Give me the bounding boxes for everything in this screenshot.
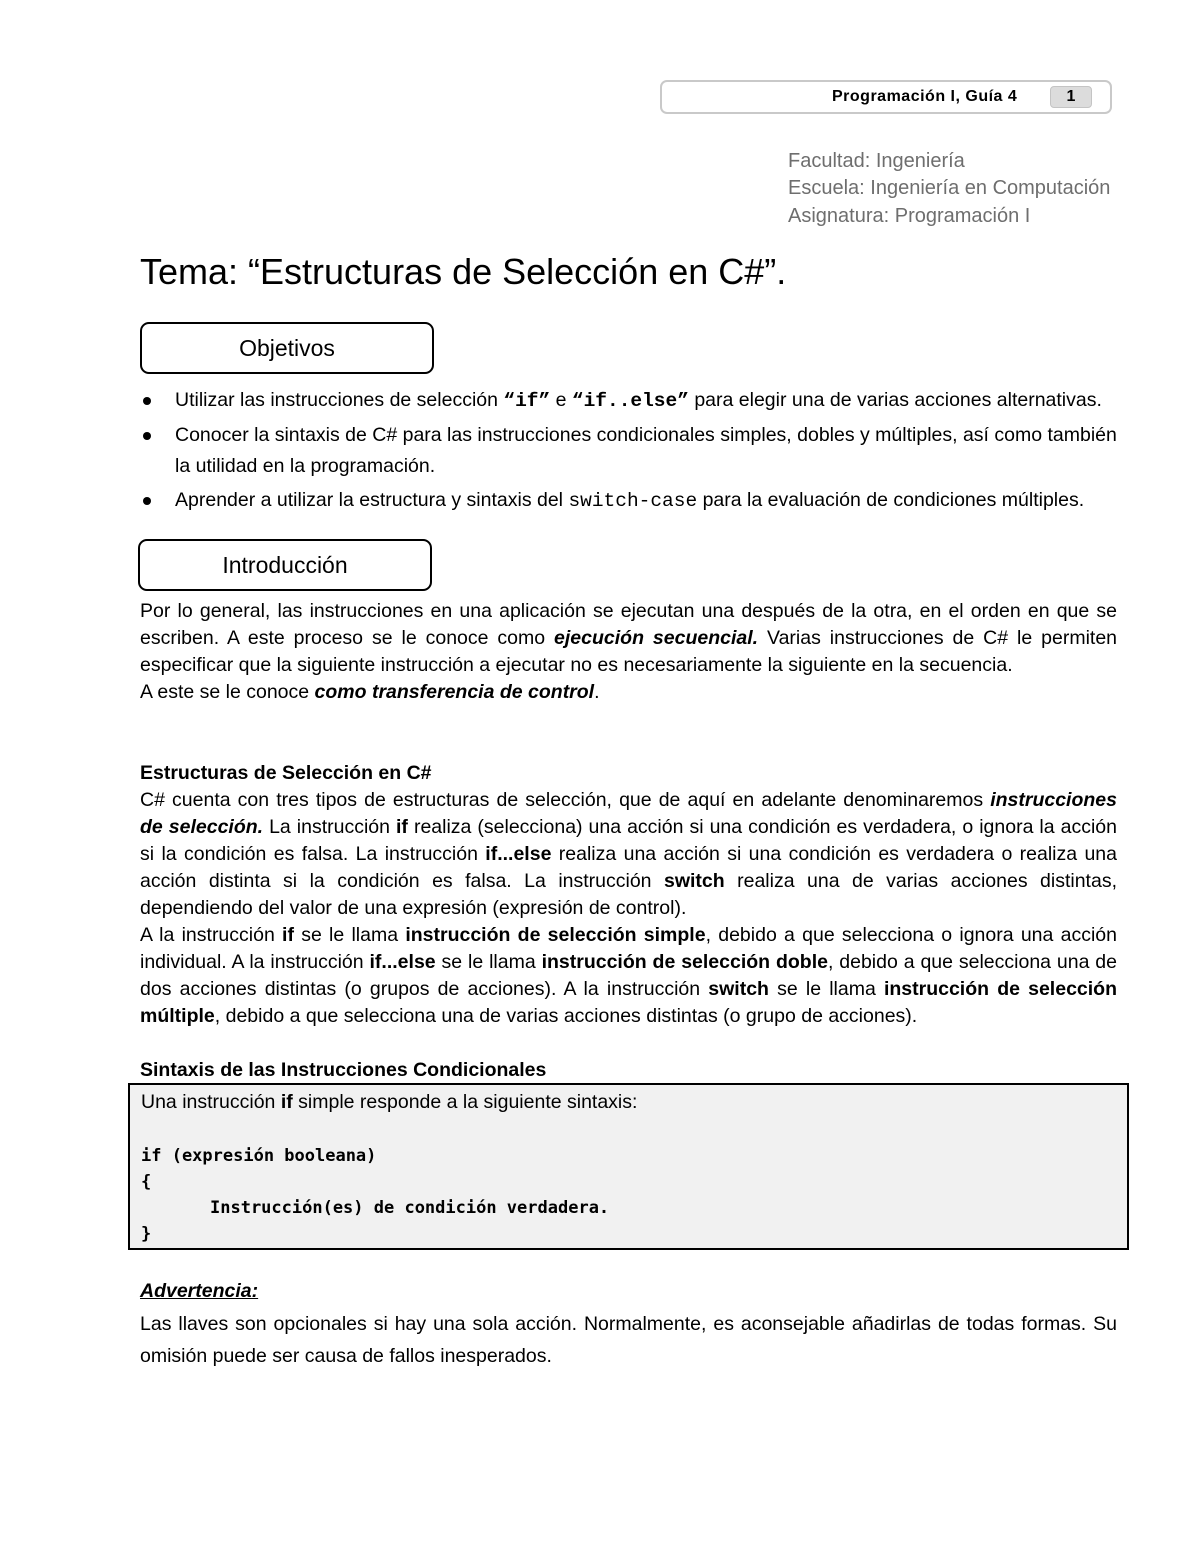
text-run: A este se le conoce: [140, 681, 315, 703]
text-run: , debido a que selecciona una de dos acciones distintas (o grupos de acciones). A la instrucción: [140, 951, 1118, 1000]
objetivos-list: [140, 385, 1120, 520]
meta-facultad: Facultad: Ingeniería: [788, 150, 965, 172]
text-run: instrucción de selección simple: [405, 924, 706, 946]
advertencia-text: Las llaves son opcionales si hay una sola acción. Normalmente, es aconsejable añadirlas de todas formas. Su omisión puede ser causa de fallos inesperados.: [140, 1313, 1117, 1367]
code-line: }: [141, 1224, 152, 1244]
text-run: realiza una de varias acciones distintas, dependiendo del valor de una expresión (expresión de control).: [140, 870, 1117, 919]
text-run: se le llama: [435, 951, 542, 973]
code-if: “if”: [503, 390, 551, 412]
text-run: Por lo general, las instrucciones en una aplicación se ejecutan una después de la otra, en el orden en que se escriben. A este proceso se le conoce como: [140, 600, 1117, 649]
objetivo-text: para elegir una de varias acciones alternativas.: [688, 389, 1102, 411]
text-run: switch: [708, 978, 769, 1000]
bullet-icon: [143, 432, 151, 440]
text-run: La instrucción: [263, 816, 397, 838]
text-run: , debido a que selecciona una de varias acciones distintas (o grupo de acciones).: [214, 1005, 918, 1027]
sintaxis-heading: Sintaxis de las Instrucciones Condicionales: [140, 1059, 547, 1081]
introduccion-paragraph: [140, 598, 1117, 679]
objetivo-item: [140, 420, 1120, 482]
estructuras-paragraph-1: [140, 787, 1117, 922]
text-run: como transferencia de control: [314, 681, 595, 703]
objetivo-text: Utilizar las instrucciones de selección: [175, 389, 504, 411]
bullet-icon: [143, 397, 151, 405]
text-run: , debido a que selecciona o ignora una acción individual. A la instrucción: [140, 924, 1117, 973]
text-run: simple responde a la siguiente sintaxis:: [292, 1091, 638, 1113]
text-run: if...else: [369, 951, 436, 973]
text-run: instrucciones de selección.: [140, 789, 1117, 838]
estructuras-paragraph-2: [140, 922, 1117, 1030]
meta-escuela: Escuela: Ingeniería en Computación: [788, 177, 1111, 199]
objetivo-item: [140, 485, 1120, 517]
objetivos-heading: Objetivos: [140, 322, 434, 374]
text-run: instrucción de selección doble: [541, 951, 828, 973]
objetivo-text: e: [550, 389, 572, 411]
meta-asignatura: Asignatura: Programación I: [788, 205, 1031, 227]
text-run: if...else: [485, 843, 552, 865]
text-run: ejecución secuencial.: [554, 627, 759, 649]
page-number: 1: [1050, 86, 1092, 108]
text-run: if: [280, 1091, 293, 1113]
code-line: if (expresión booleana): [141, 1146, 377, 1166]
objetivo-item: [140, 385, 1120, 417]
objetivo-text: Conocer la sintaxis de C# para las instrucciones condicionales simples, dobles y múltiples, así como también la utilidad en la programación.: [175, 424, 1117, 477]
code-if-else: “if..else”: [571, 390, 689, 412]
code-line: Instrucción(es) de condición verdadera.: [210, 1198, 610, 1218]
code-switch-case: switch-case: [568, 490, 698, 512]
text-run: if: [282, 924, 294, 946]
objetivo-text: Aprender a utilizar la estructura y sintaxis del: [175, 489, 569, 511]
text-run: realiza (selecciona) una acción si una condición es verdadera, o ignora la acción si la condición es falsa. La instrucción: [140, 816, 1117, 865]
header-title: Programación I, Guía 4: [832, 88, 1018, 105]
estructuras-heading: Estructuras de Selección en C#: [140, 762, 432, 784]
bullet-icon: [143, 497, 151, 505]
introduccion-heading: Introducción: [138, 539, 432, 591]
objetivo-text: para la evaluación de condiciones múltiples.: [697, 489, 1085, 511]
introduccion-paragraph-2: [140, 679, 1117, 706]
page-title: Tema: “Estructuras de Selección en C#”.: [140, 251, 787, 292]
text-run: instrucción de selección múltiple: [140, 978, 1118, 1027]
advertencia-heading: Advertencia:: [140, 1280, 259, 1302]
text-run: Varias instrucciones de C# le permiten especificar que la siguiente instrucción a ejecutar no es necesariamente la siguiente en la secuencia.: [140, 627, 1118, 676]
text-run: realiza una acción si una condición es verdadera o realiza una acción distinta si la condición es falsa. La instrucción: [140, 843, 1118, 892]
text-run: se le llama: [768, 978, 884, 1000]
text-run: A la instrucción: [140, 924, 283, 946]
text-run: C# cuenta con tres tipos de estructuras de selección, que de aquí en adelante denominaremos: [140, 789, 991, 811]
syntax-intro: [141, 1089, 637, 1116]
text-run: switch: [663, 870, 725, 892]
code-line: {: [141, 1172, 152, 1192]
syntax-box: [128, 1083, 1129, 1250]
text-run: Una instrucción: [141, 1091, 281, 1113]
text-run: if: [396, 816, 408, 838]
text-run: se le llama: [293, 924, 406, 946]
text-run: .: [594, 681, 600, 703]
